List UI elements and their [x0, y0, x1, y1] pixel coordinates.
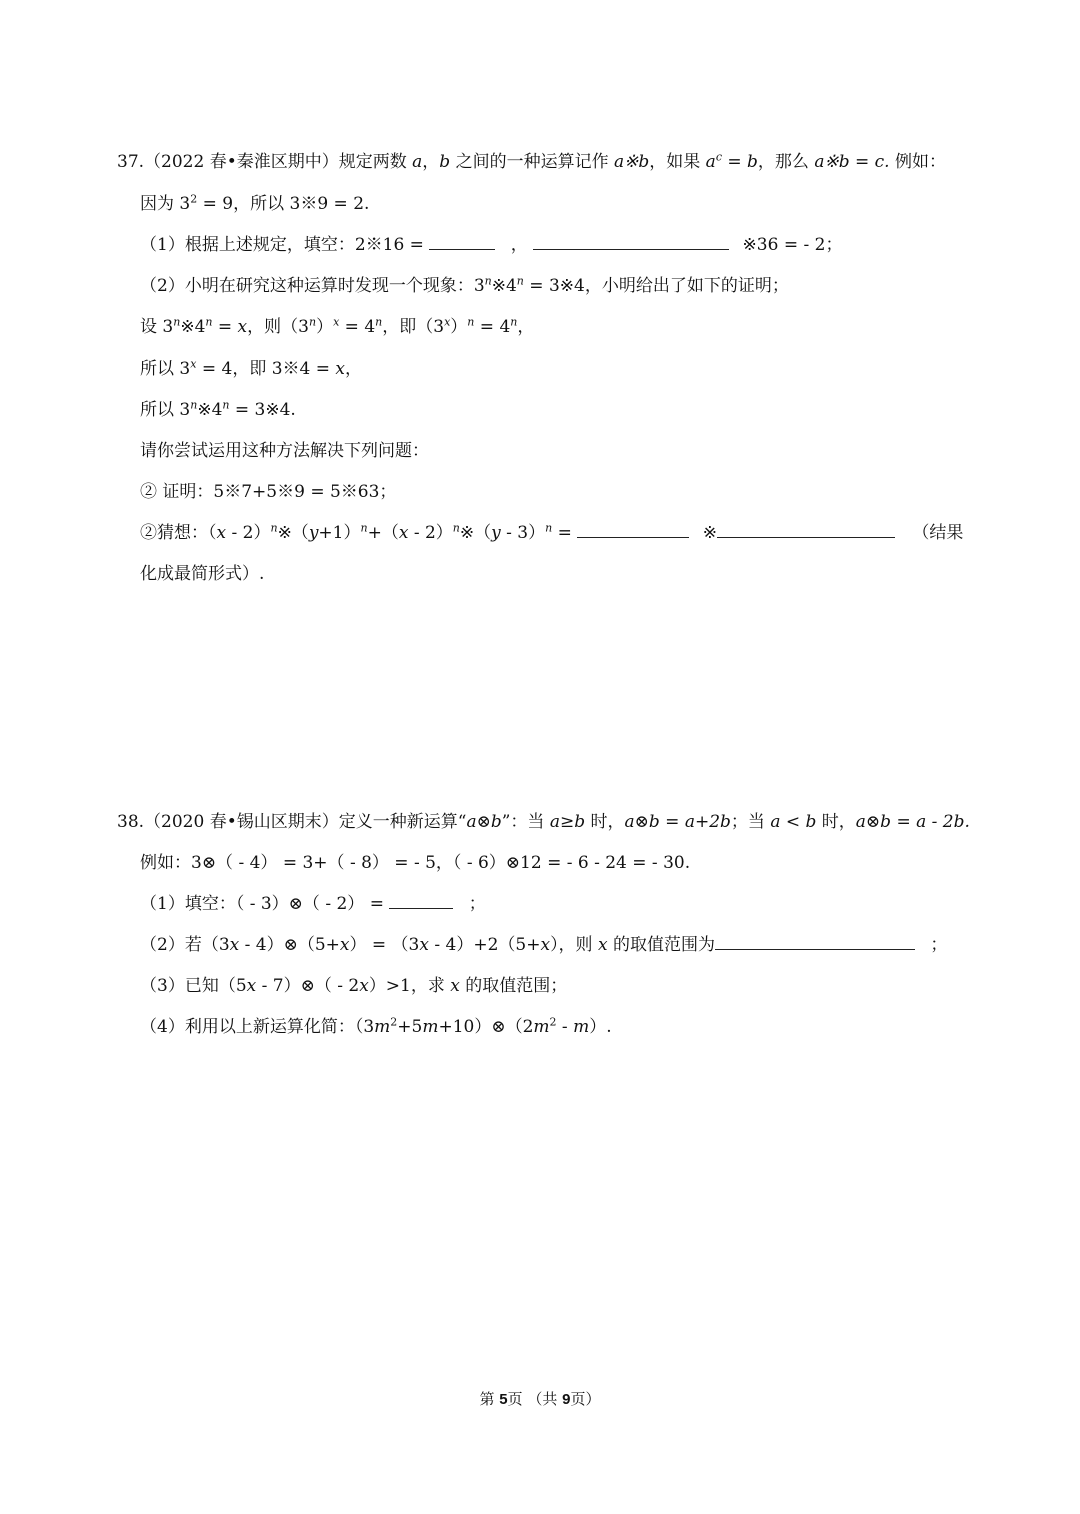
- q38-var: m: [374, 1017, 391, 1037]
- q37-text: = 4: [339, 317, 376, 337]
- q37-text: ② 证明：5※7+5※9 = 5※63；: [140, 482, 397, 502]
- q37-source: （2022 春•秦淮区期中）: [144, 152, 339, 172]
- q37-text: ※（: [277, 523, 309, 543]
- q38-text: （4）利用以上新运算化简：（3: [140, 1017, 375, 1037]
- q37-text: 因为 3: [140, 194, 191, 214]
- q38-part1: [140, 892, 486, 916]
- answer-blank[interactable]: [717, 521, 895, 538]
- q37-example: [140, 192, 369, 216]
- q37-text: +1）: [318, 523, 361, 543]
- q37-text: 化成最简形式）.: [140, 564, 265, 584]
- q37-text: ※4: [491, 276, 517, 296]
- q37-line-1: [117, 150, 946, 174]
- q37-sub2-cont: [140, 562, 264, 586]
- q38-var: x: [359, 976, 369, 996]
- page-number: 5: [499, 1391, 508, 1408]
- q37-exponent: n: [452, 521, 460, 535]
- q38-var: x: [229, 935, 240, 955]
- q38-expression: a < b: [770, 812, 817, 832]
- q37-exponent: n: [270, 521, 278, 535]
- q37-text: ）: [450, 317, 468, 337]
- q38-text: （2）若（3: [140, 935, 230, 955]
- page-total: 9: [562, 1391, 571, 1408]
- q37-text: ②猜想：（: [140, 523, 217, 543]
- q38-text: ‑ 4）+2（5+: [428, 935, 541, 955]
- q38-text: ；: [930, 935, 948, 955]
- q38-text: 的取值范围为: [607, 935, 715, 955]
- q37-exponent: n: [308, 315, 317, 329]
- q37-text: =: [212, 317, 238, 337]
- q37-text: ）: [316, 317, 334, 337]
- q37-exponent: n: [510, 315, 518, 329]
- q37-text: ，则（3: [247, 317, 309, 337]
- q38-text: ‑ 7）⊗（ ‑ 2: [256, 976, 360, 996]
- q37-text: ※（: [459, 523, 492, 543]
- q37-exponent: n: [516, 274, 524, 288]
- q37-exponent: n: [222, 398, 230, 412]
- footer-text: 页 （共: [507, 1390, 563, 1408]
- q37-part1: [140, 233, 842, 257]
- q37-sub2: [140, 521, 963, 545]
- q38-source: （2020 春•锡山区期末）: [144, 812, 339, 832]
- q38-var: m: [533, 1017, 550, 1037]
- q37-text: 设 3: [140, 317, 174, 337]
- q37-text: = 9，所以 3※9 = 2.: [197, 194, 370, 214]
- q37-exponent: n: [467, 315, 475, 329]
- q37-text: +（: [367, 523, 399, 543]
- q37-exponent: 2: [190, 192, 198, 206]
- q38-var: x: [540, 935, 551, 955]
- q38-var: x: [339, 935, 350, 955]
- q38-text: ”：当: [501, 812, 550, 832]
- q38-text: 例如：3⊗（ ‑ 4） = 3+（ ‑ 8） = ‑ 5，（ ‑ 6）⊗12 = ‑ 6 ‑ 24 = ‑ 30.: [140, 853, 691, 873]
- q37-text: 所以 3: [140, 359, 191, 379]
- q38-expression: a⊗b: [466, 812, 502, 832]
- q38-text: 定义一种新运算“: [338, 812, 467, 832]
- q37-text: ，那么: [757, 152, 809, 172]
- q37-text: ，: [345, 359, 363, 379]
- q38-number: 38.: [117, 812, 145, 832]
- q37-var: x: [216, 523, 227, 543]
- q37-var: x: [237, 317, 248, 337]
- q38-exponent: 2: [549, 1015, 557, 1029]
- q37-text: 请你尝试运用这种方法解决下列问题：: [140, 441, 429, 461]
- answer-blank[interactable]: [429, 233, 495, 250]
- q38-line-1: [117, 810, 970, 834]
- q38-text: ），则: [550, 935, 598, 955]
- q38-var: m: [422, 1017, 439, 1037]
- q37-exponent: n: [545, 521, 553, 535]
- q37-text: 例如：: [894, 152, 946, 172]
- q37-exponent: n: [205, 315, 213, 329]
- q37-text: （2）小明在研究这种运算时发现一个现象：3: [140, 276, 485, 296]
- q37-text: ※36 = ‑ 2；: [742, 235, 843, 255]
- q37-text: =: [552, 523, 572, 543]
- q38-part3: [140, 974, 567, 998]
- q37-exponent: n: [375, 315, 383, 329]
- q38-part4: [140, 1015, 612, 1039]
- q37-part2: [140, 274, 789, 298]
- q37-var: b: [439, 152, 451, 172]
- q37-instruction: [140, 439, 429, 463]
- q38-text: ） = （3: [349, 935, 420, 955]
- q38-text: +5: [397, 1017, 423, 1037]
- q37-text: ，: [517, 317, 535, 337]
- q37-text: ，即（3: [382, 317, 445, 337]
- q37-exponent: n: [173, 315, 181, 329]
- q37-exponent: x: [190, 357, 197, 371]
- q37-exponent: n: [190, 398, 198, 412]
- q38-var: x: [450, 976, 460, 996]
- q37-var: y: [491, 523, 501, 543]
- q37-text: = 3※4.: [229, 400, 296, 420]
- q37-expression: = b: [721, 152, 758, 172]
- q38-text: ；: [468, 894, 486, 914]
- q37-exponent: c: [715, 150, 722, 164]
- q38-text: ‑: [556, 1017, 574, 1037]
- q38-var: x: [597, 935, 608, 955]
- q38-part2: [140, 933, 947, 957]
- q37-var: a: [412, 152, 423, 172]
- q38-expression: a⊗b = a ‑ 2b.: [855, 812, 970, 832]
- q38-text: 时，: [585, 812, 625, 832]
- q37-exponent: x: [444, 315, 451, 329]
- q37-text: ※: [702, 523, 717, 543]
- q37-proof-3: [140, 398, 296, 422]
- q38-example: [140, 851, 690, 875]
- answer-blank[interactable]: [715, 933, 915, 950]
- q37-expression: a※b: [614, 152, 650, 172]
- footer-text: 第: [479, 1390, 500, 1408]
- q37-expression: a※b = c.: [814, 152, 890, 172]
- q37-text: 所以 3: [140, 400, 191, 420]
- q37-text: ，如果: [649, 152, 701, 172]
- q38-text: （3）已知（5: [140, 976, 247, 996]
- q38-text: 的取值范围；: [459, 976, 568, 996]
- q37-text: ，: [510, 235, 528, 255]
- answer-blank[interactable]: [389, 892, 453, 909]
- answer-blank[interactable]: [577, 521, 689, 538]
- q37-text: = 4: [474, 317, 511, 337]
- q37-text: （结果: [912, 523, 964, 543]
- q37-text: 规定两数: [338, 152, 407, 172]
- q37-var: x: [398, 523, 409, 543]
- q38-text: 时，: [816, 812, 856, 832]
- page-footer: [0, 1388, 1080, 1411]
- q37-proof-1: [140, 315, 534, 339]
- q37-var: x: [335, 359, 346, 379]
- q38-text: ）>1，求: [368, 976, 451, 996]
- q37-exponent: n: [360, 521, 368, 535]
- q38-text: +10）⊗（2: [438, 1017, 534, 1037]
- q38-exponent: 2: [390, 1015, 398, 1029]
- q38-expression: a≥b: [549, 812, 586, 832]
- q37-sub1: [140, 480, 396, 504]
- q37-text: = 3※4，小明给出了如下的证明；: [523, 276, 789, 296]
- q37-text: （1）根据上述规定，填空：2※16 =: [140, 235, 424, 255]
- q37-text: ‑ 2）: [226, 523, 271, 543]
- q37-number: 37.: [117, 152, 145, 172]
- q37-text: ‑ 2）: [408, 523, 453, 543]
- q37-text: ‑ 3）: [500, 523, 546, 543]
- q38-text: ；当: [730, 812, 771, 832]
- footer-text: 页）: [570, 1390, 601, 1408]
- q37-exponent: x: [333, 315, 340, 329]
- q37-var: y: [308, 523, 319, 543]
- q38-var: m: [573, 1017, 590, 1037]
- q37-text: 之间的一种运算记作: [455, 152, 609, 172]
- q38-text: ‑ 4）⊗（5+: [239, 935, 340, 955]
- q38-var: x: [419, 935, 429, 955]
- q37-exponent: n: [484, 274, 492, 288]
- answer-blank[interactable]: [533, 233, 729, 250]
- q38-text: ）.: [589, 1017, 612, 1037]
- q37-text: = 4，即 3※4 =: [196, 359, 336, 379]
- q37-proof-2: [140, 357, 362, 381]
- q38-var: x: [246, 976, 257, 996]
- q37-text: ※4: [197, 400, 223, 420]
- q38-expression: a⊗b = a+2b: [624, 812, 731, 832]
- q38-text: （1）填空：（ ‑ 3）⊗（ ‑ 2） =: [140, 894, 384, 914]
- q37-var: a: [705, 152, 716, 172]
- q37-text: ※4: [180, 317, 206, 337]
- q37-text: ，: [422, 152, 440, 172]
